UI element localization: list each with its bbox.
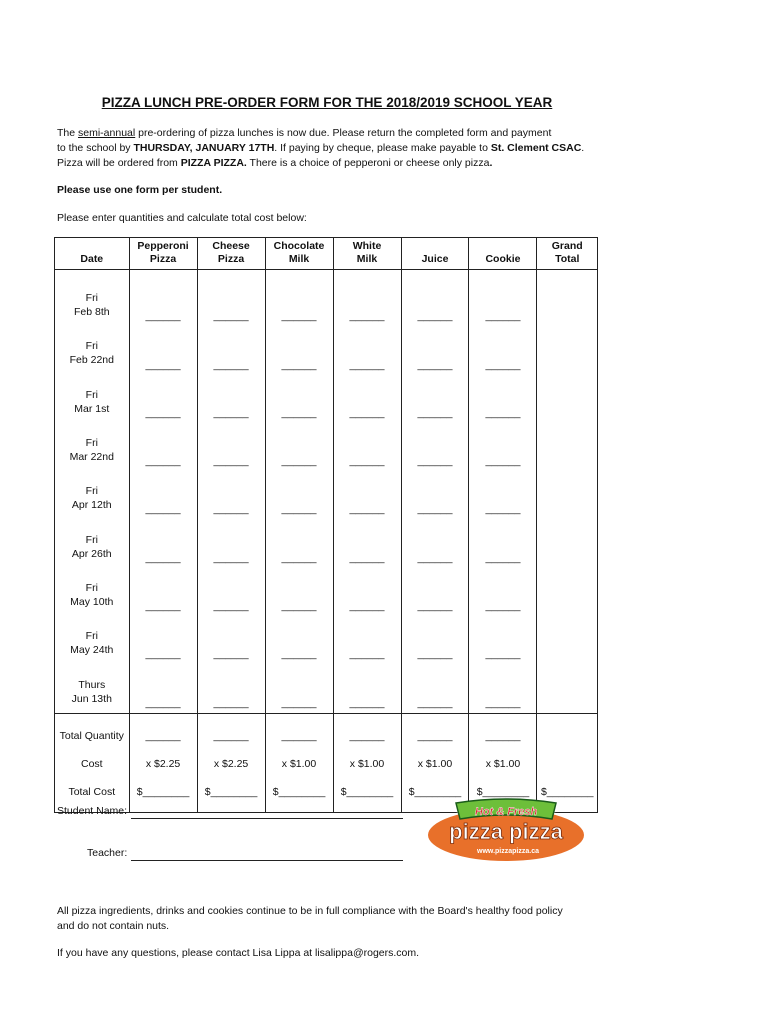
date-value: Feb 22nd [69,354,114,367]
payee: St. Clement CSAC [490,142,582,154]
date-cell [55,270,130,327]
intro-line-2 [57,141,584,156]
date-value: Apr 26th [71,547,112,560]
date-cell [55,326,130,374]
qty-blank: ______ [349,406,385,419]
price-pepperoni: x $2.25 [129,750,197,778]
qty-cheese-field[interactable] [197,270,265,327]
qty-blank: ______ [349,648,385,661]
qty-juice-field[interactable] [401,519,469,567]
price-cheese: x $2.25 [197,750,265,778]
header-cheese-l1: Cheese [212,240,250,252]
date-value: May 10th [70,595,114,608]
qty-cookie-field[interactable] [469,616,537,664]
header-cheese [197,238,265,270]
grand-total-cell [537,664,598,713]
qty-blank: ______ [485,696,521,709]
date-cell [55,519,130,567]
qty-blank: ______ [145,648,181,661]
date-cell [55,471,130,519]
tq-pepperoni[interactable]: ______ [129,713,197,750]
qty-pepperoni-field[interactable] [129,423,197,471]
date-row [55,423,598,471]
date-day: Fri [85,630,98,643]
qty-juice-field[interactable] [401,616,469,664]
qty-blank: ______ [145,551,181,564]
qty-blank: ______ [213,551,249,564]
date-value: Apr 12th [71,499,112,512]
intro-text: pre-ordering of pizza lunches is now due. Please return the completed form and payment [135,127,552,139]
qty-white-milk-field[interactable] [333,664,401,713]
date-row [55,664,598,713]
qty-cookie-field[interactable] [469,375,537,423]
header-date: Date [55,238,130,270]
qty-blank: ______ [485,310,521,323]
teacher-field[interactable] [131,860,403,861]
qty-chocolate-milk-field[interactable] [265,519,333,567]
date-day: Fri [85,581,98,594]
qty-blank: ______ [213,648,249,661]
qty-white-milk-field[interactable] [333,326,401,374]
qty-cheese-field[interactable] [197,519,265,567]
date-row [55,270,598,327]
instructions: Please enter quantities and calculate total cost below: [57,212,307,224]
date-value: May 24th [70,644,114,657]
qty-blank: ______ [213,310,249,323]
qty-cookie-field[interactable] [469,326,537,374]
qty-juice-field[interactable] [401,326,469,374]
tc-cookie[interactable]: $________ [469,778,537,813]
qty-white-milk-field[interactable] [333,375,401,423]
qty-blank: ______ [417,455,453,468]
qty-cookie-field[interactable] [469,423,537,471]
qty-pepperoni-field[interactable] [129,270,197,327]
order-table [54,237,598,813]
qty-blank: ______ [417,648,453,661]
qty-blank: ______ [145,310,181,323]
cost-label: Cost [80,757,103,770]
header-pepperoni-l1: Pepperoni [137,240,189,252]
qty-blank: ______ [349,455,385,468]
tq-grand [537,713,598,750]
qty-cheese-field[interactable] [197,616,265,664]
intro-text: The [57,127,79,139]
qty-white-milk-field[interactable] [333,270,401,327]
grand-total-cell [537,423,598,471]
tq-chocolate-milk[interactable]: ______ [265,713,333,750]
header-cheese-l2: Pizza [217,253,245,265]
qty-cookie-field[interactable] [469,568,537,616]
intro-text: to the school by [57,142,134,154]
tc-pepperoni[interactable]: $________ [129,778,197,813]
header-grand-l1: Grand [551,240,583,252]
qty-cheese-field[interactable] [197,375,265,423]
qty-blank: ______ [281,600,317,613]
header-chocolate-l1: Chocolate [273,240,325,252]
date-row [55,375,598,423]
qty-blank: ______ [417,310,453,323]
intro-text: There is a choice of pepperoni or cheese only pizza [246,157,490,169]
date-day: Fri [85,485,98,498]
qty-cookie-field[interactable] [469,471,537,519]
qty-blank: ______ [485,455,521,468]
qty-cheese-field[interactable] [197,423,265,471]
qty-white-milk-field[interactable] [333,471,401,519]
date-cell [55,423,130,471]
logo-main-text: pizza pizza [449,819,563,844]
qty-chocolate-milk-field[interactable] [265,375,333,423]
tc-juice[interactable]: $________ [401,778,469,813]
header-pepperoni-l2: Pizza [149,253,177,265]
pizza-pizza-logo [424,797,588,865]
qty-blank: ______ [281,455,317,468]
qty-blank: ______ [145,503,181,516]
footer-line-1: All pizza ingredients, drinks and cookies continue to be in full compliance with the Board's healthy food policy [57,905,563,917]
date-value: Feb 8th [73,306,110,319]
qty-chocolate-milk-field[interactable] [265,270,333,327]
header-pepperoni [129,238,197,270]
qty-chocolate-milk-field[interactable] [265,664,333,713]
qty-blank: ______ [485,406,521,419]
header-white-l1: White [352,240,382,252]
date-cell [55,664,130,713]
intro-text: Pizza will be ordered from [57,157,181,169]
date-value: Jun 13th [71,692,112,705]
qty-blank: ______ [417,406,453,419]
date-row [55,326,598,374]
qty-cookie-field[interactable] [469,664,537,713]
qty-blank: ______ [281,310,317,323]
qty-blank: ______ [349,551,385,564]
qty-juice-field[interactable] [401,423,469,471]
student-name-field[interactable] [131,818,403,819]
qty-cheese-field[interactable] [197,664,265,713]
header-chocolate-l2: Milk [288,253,310,265]
footer-contact: If you have any questions, please contact Lisa Lippa at lisalippa@rogers.com. [57,947,420,959]
intro-text: . [581,142,585,154]
intro-underlined: semi-annual [78,127,136,139]
total-cost-label: Total Cost [55,778,130,813]
qty-blank: ______ [281,551,317,564]
header-grand-l2: Total [555,253,580,265]
qty-blank: ______ [281,503,317,516]
qty-blank: ______ [145,455,181,468]
qty-pepperoni-field[interactable] [129,471,197,519]
qty-cheese-field[interactable] [197,471,265,519]
qty-blank: ______ [213,696,249,709]
qty-blank: ______ [417,600,453,613]
date-value: Mar 1st [74,402,110,415]
qty-pepperoni-field[interactable] [129,375,197,423]
one-form-note: Please use one form per student. [57,184,223,196]
qty-blank: ______ [213,503,249,516]
cost-row [55,750,598,778]
page-title: PIZZA LUNCH PRE-ORDER FORM FOR THE 2018/2019 SCHOOL YEAR [101,95,553,110]
qty-cheese-field[interactable] [197,326,265,374]
date-value: Mar 22nd [69,451,114,464]
qty-pepperoni-field[interactable] [129,664,197,713]
qty-pepperoni-field[interactable] [129,519,197,567]
header-row [55,238,598,270]
qty-blank: ______ [485,600,521,613]
qty-chocolate-milk-field[interactable] [265,423,333,471]
price-grand [537,750,598,778]
qty-blank: ______ [281,358,317,371]
intro-paragraph [57,126,584,171]
qty-white-milk-field[interactable] [333,423,401,471]
date-row [55,616,598,664]
date-day: Fri [85,437,98,450]
date-day: Fri [85,388,98,401]
grand-total-cell [537,375,598,423]
header-juice: Juice [401,238,469,270]
total-quantity-label: Total Quantity [55,713,130,750]
date-row [55,471,598,519]
qty-blank: ______ [417,503,453,516]
qty-blank: ______ [145,600,181,613]
qty-blank: ______ [145,696,181,709]
date-day: Fri [85,292,98,305]
tc-white-milk[interactable]: $________ [333,778,401,813]
qty-blank: ______ [349,310,385,323]
grand-total-cell [537,270,598,327]
qty-pepperoni-field[interactable] [129,326,197,374]
tc-cheese[interactable]: $________ [197,778,265,813]
grand-total-cell [537,519,598,567]
header-white-milk [333,238,401,270]
intro-line-3 [57,156,584,171]
qty-blank: ______ [417,551,453,564]
vendor: PIZZA PIZZA. [180,157,247,169]
qty-blank: ______ [417,358,453,371]
qty-juice-field[interactable] [401,471,469,519]
logo-url-text: www.pizzapizza.ca [477,848,539,855]
date-row [55,519,598,567]
date-row [55,568,598,616]
date-day: Thurs [78,678,106,691]
price-white-milk: x $1.00 [333,750,401,778]
tq-cookie[interactable]: ______ [469,713,537,750]
qty-blank: ______ [213,600,249,613]
tq-cheese[interactable]: ______ [197,713,265,750]
qty-cookie-field[interactable] [469,270,537,327]
qty-blank: ______ [213,455,249,468]
tq-white-milk[interactable]: ______ [333,713,401,750]
date-rows [55,270,598,714]
date-cell [55,568,130,616]
qty-blank: ______ [281,406,317,419]
grand-total-cell [537,471,598,519]
qty-blank: ______ [281,696,317,709]
date-day: Fri [85,533,98,546]
qty-chocolate-milk-field[interactable] [265,471,333,519]
qty-cookie-field[interactable] [469,519,537,567]
qty-blank: ______ [485,503,521,516]
header-chocolate-milk [265,238,333,270]
qty-blank: ______ [349,600,385,613]
logo-top-text: Hot & Fresh [474,806,538,818]
header-cookie: Cookie [469,238,537,270]
qty-blank: ______ [417,696,453,709]
student-name-label: Student Name: [57,805,128,817]
qty-white-milk-field[interactable] [333,568,401,616]
qty-juice-field[interactable] [401,375,469,423]
qty-chocolate-milk-field[interactable] [265,568,333,616]
intro-text: . [489,157,493,169]
price-juice: x $1.00 [401,750,469,778]
qty-white-milk-field[interactable] [333,519,401,567]
grand-total-cell [537,616,598,664]
qty-chocolate-milk-field[interactable] [265,616,333,664]
qty-blank: ______ [485,551,521,564]
qty-blank: ______ [349,696,385,709]
intro-text: . If paying by cheque, please make payable to [274,142,491,154]
price-cookie: x $1.00 [469,750,537,778]
qty-blank: ______ [213,358,249,371]
total-quantity-row [55,713,598,750]
qty-blank: ______ [349,503,385,516]
header-grand-total [537,238,598,270]
date-day: Fri [85,340,98,353]
date-cell [55,616,130,664]
qty-cheese-field[interactable] [197,568,265,616]
qty-chocolate-milk-field[interactable] [265,326,333,374]
due-date: THURSDAY, JANUARY 17TH [133,142,275,154]
footer-policy [57,904,563,934]
qty-blank: ______ [485,648,521,661]
grand-total-cell [537,568,598,616]
qty-pepperoni-field[interactable] [129,568,197,616]
pizza-pizza-logo-graphic [424,797,588,865]
qty-juice-field[interactable] [401,664,469,713]
qty-blank: ______ [349,358,385,371]
qty-pepperoni-field[interactable] [129,616,197,664]
footer-line-2: and do not contain nuts. [57,920,170,932]
tq-juice[interactable]: ______ [401,713,469,750]
qty-juice-field[interactable] [401,270,469,327]
price-chocolate-milk: x $1.00 [265,750,333,778]
qty-juice-field[interactable] [401,568,469,616]
qty-white-milk-field[interactable] [333,616,401,664]
qty-blank: ______ [485,358,521,371]
qty-blank: ______ [145,406,181,419]
qty-blank: ______ [281,648,317,661]
qty-blank: ______ [213,406,249,419]
header-white-l2: Milk [356,253,378,265]
teacher-label: Teacher: [87,847,128,859]
tc-chocolate-milk[interactable]: $________ [265,778,333,813]
tc-grand-total[interactable]: $________ [537,778,598,813]
qty-blank: ______ [145,358,181,371]
grand-total-cell [537,326,598,374]
date-cell [55,375,130,423]
intro-line-1 [57,126,584,141]
